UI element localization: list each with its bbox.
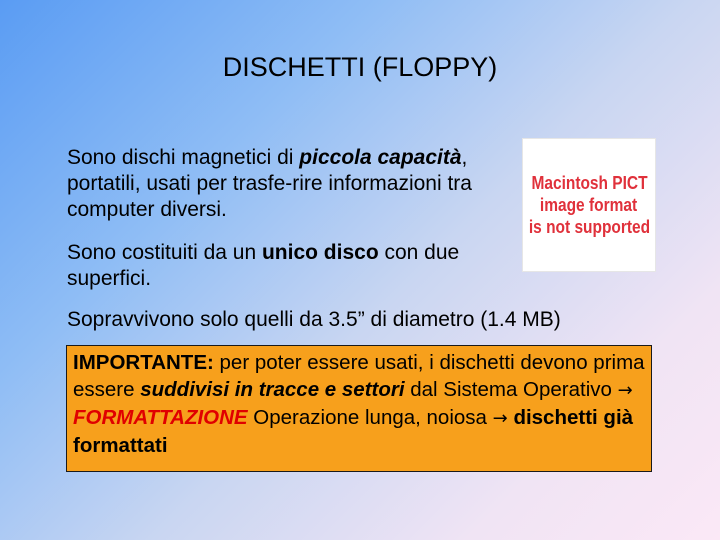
emphasis-formattazione: FORMATTAZIONE xyxy=(73,406,248,429)
paragraph-text: con due superfici. xyxy=(67,241,460,290)
important-label: IMPORTANTE: xyxy=(73,351,214,374)
slide-title: DISCHETTI (FLOPPY) xyxy=(222,52,498,82)
note-text: dal Sistema Operativo xyxy=(404,378,618,401)
emphasis-piccola-capacita: piccola capacità xyxy=(299,146,462,169)
paragraph-text: Sono dischi magnetici di xyxy=(67,146,300,169)
paragraph-disk-structure xyxy=(67,240,497,292)
emphasis-tracce-settori: suddivisi in tracce e settori xyxy=(140,378,405,401)
unsupported-image-placeholder xyxy=(522,138,656,272)
placeholder-line: Macintosh PICT xyxy=(530,173,648,193)
note-text: per poter essere usati, i dischetti devono prima essere xyxy=(73,351,645,401)
placeholder-line: is not supported xyxy=(528,217,650,237)
arrow-icon: → xyxy=(617,380,633,401)
paragraph-text: , portatili, usati per trasfe-rire informazioni tra computer diversi. xyxy=(67,146,472,221)
placeholder-line: image format xyxy=(540,195,638,215)
emphasis-dischetti-formattati: dischetti già formattati xyxy=(73,406,634,457)
arrow-icon: → xyxy=(492,408,508,429)
paragraph-surviving-formats: Sopravvivono solo quelli da 3.5” di diametro (1.4 MB) xyxy=(67,308,561,331)
paragraph-text: Sono costituiti da un xyxy=(67,241,262,264)
note-text: Operazione lunga, noiosa xyxy=(247,406,493,429)
paragraph-floppy-description xyxy=(67,145,497,223)
important-note-box xyxy=(66,345,652,472)
emphasis-unico-disco: unico disco xyxy=(261,241,379,264)
